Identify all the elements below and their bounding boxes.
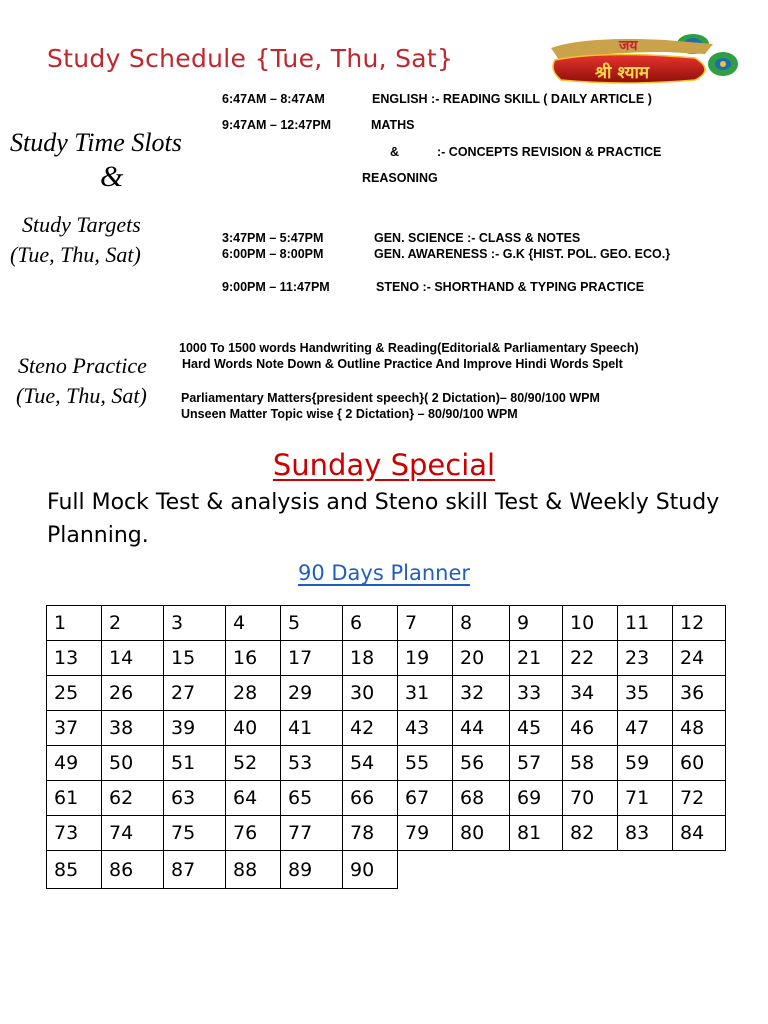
planner-empty-cell [510, 851, 563, 889]
planner-day-cell: 53 [281, 746, 343, 781]
planner-day-cell: 80 [453, 816, 510, 851]
planner-day-cell: 25 [47, 676, 102, 711]
planner-day-cell: 63 [164, 781, 226, 816]
planner-day-cell: 18 [343, 641, 398, 676]
planner-day-cell: 15 [164, 641, 226, 676]
planner-day-cell: 87 [164, 851, 226, 889]
planner-day-cell: 88 [226, 851, 281, 889]
amp-label: & [100, 160, 124, 193]
planner-day-cell: 74 [102, 816, 164, 851]
planner-heading: 90 Days Planner [297, 561, 471, 585]
planner-day-cell: 56 [453, 746, 510, 781]
planner-empty-cell [563, 851, 618, 889]
schedule-task-4: REASONING [362, 171, 438, 185]
study-targets-label: Study Targets [22, 212, 141, 237]
planner-day-cell: 2 [102, 606, 164, 641]
planner-day-cell: 26 [102, 676, 164, 711]
steno-line-1: 1000 To 1500 words Handwriting & Reading(Editorial& Parliamentary Speech) [179, 341, 639, 355]
planner-day-cell: 50 [102, 746, 164, 781]
planner-day-cell: 22 [563, 641, 618, 676]
planner-day-cell: 85 [47, 851, 102, 889]
planner-empty-cell [453, 851, 510, 889]
planner-day-cell: 58 [563, 746, 618, 781]
planner-day-cell: 34 [563, 676, 618, 711]
planner-day-cell: 62 [102, 781, 164, 816]
steno-line-4: Unseen Matter Topic wise { 2 Dictation} – 80/90/100 WPM [181, 407, 518, 421]
schedule-time-7: 9:00PM – 11:47PM [222, 280, 330, 294]
page-title: Study Schedule {Tue, Thu, Sat} [47, 44, 454, 73]
planner-day-cell: 1 [47, 606, 102, 641]
planner-day-cell: 37 [47, 711, 102, 746]
schedule-task-5: GEN. SCIENCE :- CLASS & NOTES [374, 231, 581, 245]
schedule-task-6: GEN. AWARENESS :- G.K {HIST. POL. GEO. ECO.} [374, 247, 671, 261]
planner-day-cell: 17 [281, 641, 343, 676]
planner-row [47, 851, 726, 889]
planner-day-cell: 7 [398, 606, 453, 641]
planner-day-cell: 38 [102, 711, 164, 746]
schedule-task-1: ENGLISH :- READING SKILL ( DAILY ARTICLE ) [372, 92, 652, 106]
planner-day-cell: 44 [453, 711, 510, 746]
study-time-slots-label: Study Time Slots [10, 128, 182, 157]
planner-day-cell: 81 [510, 816, 563, 851]
sunday-special-text: Full Mock Test & analysis and Steno skill Test & Weekly Study Planning. [47, 490, 720, 548]
planner-day-cell: 39 [164, 711, 226, 746]
planner-day-cell: 16 [226, 641, 281, 676]
planner-day-cell: 86 [102, 851, 164, 889]
steno-practice-days: (Tue, Thu, Sat) [16, 383, 147, 408]
planner-day-cell: 73 [47, 816, 102, 851]
planner-day-cell: 79 [398, 816, 453, 851]
planner-row [47, 676, 726, 711]
planner-day-cell: 30 [343, 676, 398, 711]
planner-day-cell: 51 [164, 746, 226, 781]
schedule-time-5: 3:47PM – 5:47PM [222, 231, 324, 245]
planner-day-cell: 89 [281, 851, 343, 889]
planner-day-cell: 65 [281, 781, 343, 816]
planner-day-cell: 11 [618, 606, 673, 641]
planner-day-cell: 35 [618, 676, 673, 711]
planner-day-cell: 66 [343, 781, 398, 816]
planner-day-cell: 72 [673, 781, 726, 816]
planner-day-cell: 4 [226, 606, 281, 641]
planner-day-cell: 27 [164, 676, 226, 711]
logo-line1: जय [619, 38, 638, 54]
planner-day-cell: 60 [673, 746, 726, 781]
steno-line-2: Hard Words Note Down & Outline Practice And Improve Hindi Words Spelt [182, 357, 623, 371]
planner-day-cell: 10 [563, 606, 618, 641]
planner-empty-cell [618, 851, 673, 889]
planner-day-cell: 68 [453, 781, 510, 816]
planner-day-cell: 6 [343, 606, 398, 641]
sunday-special-heading: Sunday Special [272, 448, 496, 482]
logo-line2: श्री श्याम [595, 63, 650, 83]
schedule-task-2: MATHS [371, 118, 415, 132]
planner-day-cell: 3 [164, 606, 226, 641]
planner-day-cell: 77 [281, 816, 343, 851]
planner-day-cell: 59 [618, 746, 673, 781]
planner-day-cell: 33 [510, 676, 563, 711]
steno-line-3: Parliamentary Matters{president speech}( 2 Dictation)– 80/90/100 WPM [181, 391, 600, 405]
planner-day-cell: 42 [343, 711, 398, 746]
planner-day-cell: 24 [673, 641, 726, 676]
planner-day-cell: 47 [618, 711, 673, 746]
study-targets-days: (Tue, Thu, Sat) [10, 242, 141, 267]
planner-day-cell: 14 [102, 641, 164, 676]
planner-day-cell: 61 [47, 781, 102, 816]
planner-day-cell: 52 [226, 746, 281, 781]
planner-row [47, 711, 726, 746]
planner-row [47, 606, 726, 641]
planner-row [47, 746, 726, 781]
planner-row [47, 641, 726, 676]
planner-day-cell: 5 [281, 606, 343, 641]
planner-day-cell: 78 [343, 816, 398, 851]
planner-day-cell: 57 [510, 746, 563, 781]
planner-empty-cell [673, 851, 726, 889]
planner-day-cell: 46 [563, 711, 618, 746]
planner-day-cell: 83 [618, 816, 673, 851]
planner-empty-cell [398, 851, 453, 889]
planner-day-cell: 41 [281, 711, 343, 746]
planner-day-cell: 84 [673, 816, 726, 851]
planner-day-cell: 23 [618, 641, 673, 676]
planner-day-cell: 45 [510, 711, 563, 746]
planner-day-cell: 90 [343, 851, 398, 889]
planner-day-cell: 29 [281, 676, 343, 711]
schedule-task-3: :- CONCEPTS REVISION & PRACTICE [437, 145, 662, 159]
planner-day-cell: 75 [164, 816, 226, 851]
planner-day-cell: 70 [563, 781, 618, 816]
planner-day-cell: 21 [510, 641, 563, 676]
planner-day-cell: 13 [47, 641, 102, 676]
jai-shri-shyam-logo-icon [545, 30, 739, 88]
planner-day-cell: 54 [343, 746, 398, 781]
planner-day-cell: 9 [510, 606, 563, 641]
planner-day-cell: 71 [618, 781, 673, 816]
schedule-time-2: 9:47AM – 12:47PM [222, 118, 332, 132]
planner-row [47, 781, 726, 816]
planner-day-cell: 8 [453, 606, 510, 641]
planner-day-cell: 69 [510, 781, 563, 816]
planner-day-cell: 64 [226, 781, 281, 816]
planner-day-cell: 49 [47, 746, 102, 781]
planner-day-cell: 36 [673, 676, 726, 711]
schedule-task-7: STENO :- SHORTHAND & TYPING PRACTICE [376, 280, 645, 294]
planner-day-cell: 55 [398, 746, 453, 781]
planner-day-cell: 40 [226, 711, 281, 746]
planner-row [47, 816, 726, 851]
steno-practice-label: Steno Practice [18, 353, 147, 378]
schedule-time-6: 6:00PM – 8:00PM [222, 247, 324, 261]
planner-day-cell: 28 [226, 676, 281, 711]
planner-day-cell: 19 [398, 641, 453, 676]
schedule-amp: & [390, 145, 400, 159]
planner-day-cell: 76 [226, 816, 281, 851]
planner-day-cell: 20 [453, 641, 510, 676]
planner-day-cell: 67 [398, 781, 453, 816]
planner-day-cell: 12 [673, 606, 726, 641]
planner-grid [46, 605, 726, 889]
schedule-time-1: 6:47AM – 8:47AM [222, 92, 325, 106]
planner-day-cell: 48 [673, 711, 726, 746]
planner-day-cell: 32 [453, 676, 510, 711]
planner-day-cell: 82 [563, 816, 618, 851]
planner-day-cell: 43 [398, 711, 453, 746]
planner-day-cell: 31 [398, 676, 453, 711]
